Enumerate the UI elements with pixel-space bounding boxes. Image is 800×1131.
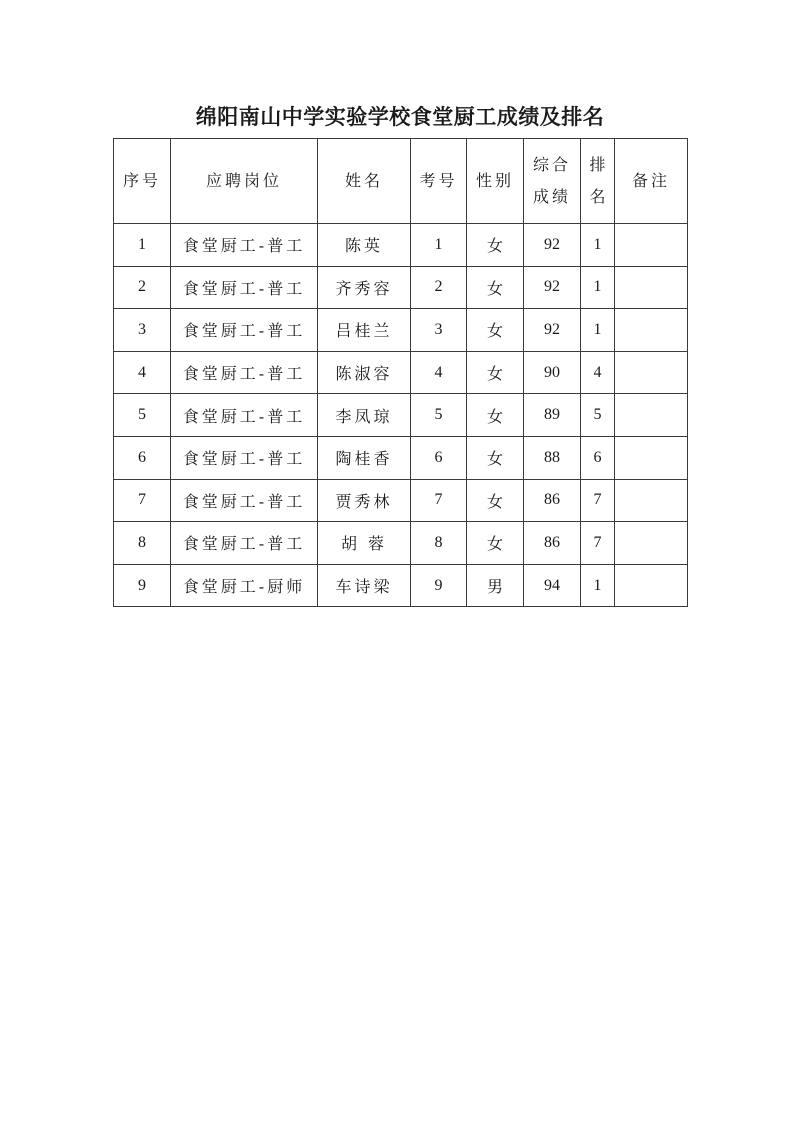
cell-position: 食堂厨工-厨师: [171, 564, 318, 607]
cell-exam-no: 3: [411, 309, 467, 352]
cell-exam-no: 2: [411, 266, 467, 309]
cell-remark: [615, 564, 688, 607]
cell-gender: 女: [467, 351, 524, 394]
cell-rank: 1: [581, 309, 615, 352]
table-row: [114, 522, 688, 565]
cell-remark: [615, 266, 688, 309]
cell-position: 食堂厨工-普工: [171, 522, 318, 565]
cell-seq: 4: [114, 351, 171, 394]
header-position: 应聘岗位: [171, 139, 318, 224]
cell-gender: 女: [467, 479, 524, 522]
cell-remark: [615, 394, 688, 437]
cell-remark: [615, 224, 688, 267]
cell-seq: 6: [114, 436, 171, 479]
cell-rank: 7: [581, 479, 615, 522]
cell-name: 陈淑容: [318, 351, 411, 394]
cell-score: 86: [524, 522, 581, 565]
header-score-line1: 综合: [532, 155, 571, 174]
cell-name: 胡 蓉: [318, 522, 411, 565]
header-rank-line2: 名: [589, 187, 606, 206]
header-gender: 性别: [467, 139, 524, 224]
cell-seq: 5: [114, 394, 171, 437]
cell-exam-no: 8: [411, 522, 467, 565]
cell-rank: 1: [581, 224, 615, 267]
table-row: [114, 436, 688, 479]
cell-score: 92: [524, 224, 581, 267]
cell-score: 88: [524, 436, 581, 479]
table-row: [114, 224, 688, 267]
header-score: [524, 139, 581, 224]
cell-remark: [615, 309, 688, 352]
cell-exam-no: 7: [411, 479, 467, 522]
cell-name: 吕桂兰: [318, 309, 411, 352]
document-title: 绵阳南山中学实验学校食堂厨工成绩及排名: [195, 104, 605, 129]
header-rank-line1: 排: [589, 155, 606, 174]
header-rank: [581, 139, 615, 224]
table-header-row: [114, 139, 688, 224]
cell-gender: 男: [467, 564, 524, 607]
cell-exam-no: 5: [411, 394, 467, 437]
cell-rank: 6: [581, 436, 615, 479]
header-seq: 序号: [114, 139, 171, 224]
cell-score: 94: [524, 564, 581, 607]
cell-score: 92: [524, 309, 581, 352]
cell-remark: [615, 351, 688, 394]
cell-name: 陶桂香: [318, 436, 411, 479]
cell-name: 陈英: [318, 224, 411, 267]
cell-name: 齐秀容: [318, 266, 411, 309]
cell-seq: 1: [114, 224, 171, 267]
cell-score: 92: [524, 266, 581, 309]
cell-seq: 3: [114, 309, 171, 352]
cell-position: 食堂厨工-普工: [171, 224, 318, 267]
cell-gender: 女: [467, 224, 524, 267]
cell-score: 90: [524, 351, 581, 394]
cell-exam-no: 6: [411, 436, 467, 479]
cell-seq: 7: [114, 479, 171, 522]
cell-remark: [615, 479, 688, 522]
header-score-line2: 成绩: [532, 187, 571, 206]
cell-gender: 女: [467, 266, 524, 309]
cell-seq: 2: [114, 266, 171, 309]
cell-position: 食堂厨工-普工: [171, 394, 318, 437]
cell-exam-no: 1: [411, 224, 467, 267]
cell-remark: [615, 522, 688, 565]
table-row: [114, 351, 688, 394]
table-row: [114, 394, 688, 437]
cell-seq: 8: [114, 522, 171, 565]
cell-position: 食堂厨工-普工: [171, 436, 318, 479]
table-row: [114, 479, 688, 522]
cell-gender: 女: [467, 394, 524, 437]
cell-exam-no: 9: [411, 564, 467, 607]
cell-gender: 女: [467, 309, 524, 352]
cell-position: 食堂厨工-普工: [171, 351, 318, 394]
table-row: [114, 266, 688, 309]
cell-rank: 7: [581, 522, 615, 565]
cell-rank: 1: [581, 266, 615, 309]
cell-score: 86: [524, 479, 581, 522]
score-ranking-table: [113, 138, 688, 607]
cell-gender: 女: [467, 522, 524, 565]
cell-name: 车诗梁: [318, 564, 411, 607]
cell-name: 贾秀林: [318, 479, 411, 522]
cell-name: 李凤琼: [318, 394, 411, 437]
header-name: 姓名: [318, 139, 411, 224]
cell-position: 食堂厨工-普工: [171, 309, 318, 352]
cell-position: 食堂厨工-普工: [171, 479, 318, 522]
table-row: [114, 564, 688, 607]
cell-rank: 5: [581, 394, 615, 437]
cell-score: 89: [524, 394, 581, 437]
cell-remark: [615, 436, 688, 479]
header-exam-no: 考号: [411, 139, 467, 224]
cell-seq: 9: [114, 564, 171, 607]
table-row: [114, 309, 688, 352]
cell-position: 食堂厨工-普工: [171, 266, 318, 309]
cell-rank: 1: [581, 564, 615, 607]
cell-exam-no: 4: [411, 351, 467, 394]
cell-rank: 4: [581, 351, 615, 394]
cell-gender: 女: [467, 436, 524, 479]
header-remark: 备注: [615, 139, 688, 224]
